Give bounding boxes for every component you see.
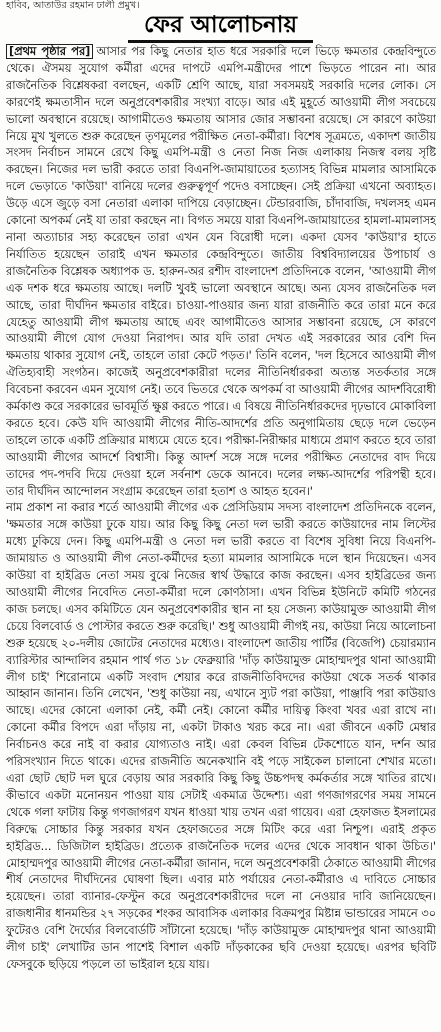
- continuation-tag: [প্রথম পৃষ্ঠার পর]: [6, 44, 93, 59]
- headline-container: [0, 10, 441, 40]
- paragraph-1-text: আসার পর কিছু নেতার হাত ধরে সরকারি দলে ভিড়ে ক্ষমতার কেন্দ্রবিন্দুতে থেকে। ঐসময় সুযোগ কর্মীরা এদের দাপটে এমপি-মন্ত্রীদের পাশে ভিড়তে পারেন না। আর রাজনৈতিক বিশ্লেষকরা বলছেন, একটি শ্রেণি আছে, যারা সবসময়ই সরকারি দলের লোক। সে কারণেই ক্ষমতাসীন দলে অনুপ্রবেশকারীর সংখ্যা বাড়ে। আর এই মুহূর্তে আওয়ামী লীগ সবচেয়ে ভালো অবস্থানে রয়েছে। আগামীতেও ক্ষমতায় আসার জোর সম্ভাবনা রয়েছে। সে কারণে কাউয়া নিয়ে মুখ খুলতে শুরু করেছেন তৃণমূলের পরীক্ষিত নেতা-কর্মীরা। বিশেষ সূত্রমতে, একাদশ জাতীয় সংসদ নির্বাচন সামনে রেখে কিছু এমপি-মন্ত্রী ও নেতা নিজ নিজ এলাকায় নিজস্ব বলয় সৃষ্টি করছেন। নিজের দল ভারী করতে তারা বিএনপি-জামায়াতের হত্যাসহ বিভিন্ন মামলার আসামিকে দলে ভেড়াতে 'কাউয়া' বানিয়ে দলের গুরুত্বপূর্ণ পদেও বসাচ্ছেন। সেই প্রক্রিয়া এখনো অব্যাহত। উড়ে এসে জুড়ে বসা নেতারা এলাকা দাপিয়ে বেড়াচ্ছেন। টেন্ডারবাজি, চাঁদাবাজি, দখলসহ এমন কোনো অপকর্ম নেই যা তারা করছেন না। বিগত সময়ে যারা বিএনপি-জামায়াতের হামলা-মামলাসহ নানা অত্যাচার সহ্য করেছেন তারা এখন যেন বিরোধী দলে। একদা যেসব 'কাউয়া'র হাতে নির্যাতিত হয়েছেন তারাই এখন ক্ষমতার কেন্দ্রবিন্দুতে। জাতীয় বিশ্ববিদ্যালয়ের উপাচার্য ও রাজনৈতিক বিশ্লেষক অধ্যাপক ড. হারুন-অর রশীদ বাংলাদেশ প্রতিদিনকে বলেন, 'আওয়ামী লীগ এক দশক ধরে ক্ষমতায় আছে। দলটি খুবই ভালো অবস্থানে আছে। অন্য যেসব রাজনৈতিক দল আছে, তারা দীর্ঘদিন ক্ষমতার বাইরে। চাওয়া-পাওয়ার জন্য যারা রাজনীতি করে তারা মনে করে যেহেতু আওয়ামী লীগ ক্ষমতায় আছে এবং আগামীতেও আসার সম্ভাবনা রয়েছে, সে কারণে আওয়ামী লীগে যোগ দেওয়া নিরাপদ। আর যদি তারা দেখত এই সরকারের আর বেশি দিন ক্ষমতায় থাকার সুযোগ নেই, তাহলে তারা কেটে পড়ত।' তিনি বলেন, 'দল হিসেবে আওয়ামী লীগ ঐতিহ্যবাহী সংগঠন। কাজেই অনুপ্রবেশকারীরা দলের নীতিনির্ধারকরা অত্যন্ত সতর্কতার সঙ্গে বিবেচনা করবেন এমন সুযোগ নেই। তবে ভিতরে থেকে অপকর্ম বা আওয়ামী লীগের আদর্শবিরোধী কর্মকাণ্ড করে সরকারের ভাবমূর্তি ক্ষুণ্ণ করতে পারে। এ বিষয়ে নীতিনির্ধারকদের দৃঢ়ভাবে মোকাবিলা করতে হবে। কেউ যদি আওয়ামী লীগের নীতি-আদর্শের প্রতি অনুগামিতায় ছেড়ে দলে ভেড়েন তাহলে তাকে একটি প্রক্রিয়ার মাধ্যমে যেতে হবে। পরীক্ষা-নিরীক্ষার মাধ্যমে প্রমাণ করতে হবে তারা আওয়ামী লীগের আদর্শে বিশ্বাসী। কিন্তু আদর্শ সঙ্গে সঙ্গে দলের পরীক্ষিত নেতাদের বাদ দিয়ে তাদের পদ-পদবি দিয়ে দেওয়া হলে সর্বনাশ ডেকে আনবে। দলের লক্ষ্য-আদর্শের পরিপন্থী হবে। তার দীর্ঘদিন আন্দোলন সংগ্রাম করেছেন তারা হতাশ ও আহত হবেন।': [6, 45, 436, 498]
- paragraph-1: [6, 44, 436, 500]
- article-headline: ফের আলোচনায়: [128, 10, 313, 43]
- article-body: [6, 44, 436, 1030]
- byline-fragment: হাবিব, আতাউর রহমান ঢালী প্রমুখ।: [6, 0, 140, 11]
- paragraph-2: নাম প্রকাশ না করার শর্তে আওয়ামী লীগের এক প্রেসিডিয়াম সদস্য বাংলাদেশ প্রতিদিনকে বলেন, 'ক্ষমতার সঙ্গে কাউয়া ঢুকে যায়। আর কিছু কিছু নেতা দল ভারী করতে কাউয়াদের নাম লিস্টের মধ্যে ঢুকিয়ে দেন। কিছু এমপি-মন্ত্রী ও নেতা দল ভারী করতে বা বিশেষ সুবিধা নিয়ে বিএনপি-জামায়াত ও আওয়ামী লীগ নেতা-কর্মীদের হত্যা মামলার আসামিকে দলে স্থান দিয়েছেন। এসব কাউয়া বা হাইব্রিড নেতা সময় বুঝে নিজের স্বার্থ উদ্ধারে কাজ করছেন। এসব হাইব্রিডের জন্য আওয়ামী লীগের নিবেদিত নেতা-কর্মীরা দলে কোণঠাসা। এখন বিভিন্ন ইউনিটে কমিটি গঠনের কাজ চলছে। এসব কমিটিতে যেন অনুপ্রবেশকারীর স্থান না হয় সেজন্য কাউয়ামুক্ত আওয়ামী লীগ চেয়ে বিলবোর্ড ও পোস্টার করতে শুরু করেছি।' শুধু আওয়ামী লীগই নয়, কাউয়া নিয়ে আলোচনা শুরু হয়েছে ২০-দলীয় জোটের নেতাদের মধ্যেও। বাংলাদেশ জাতীয় পার্টির (বিজেপি) চেয়ারম্যান ব্যারিস্টার আন্দালিব রহমান পার্থ গত ১৮ ফেব্রুয়ারি 'দাঁড় কাউয়ামুক্ত মোহাম্মদপুর থানা আওয়ামী লীগ চাই' শিরোনামে একটি সংবাদ শেয়ার করে রাজনীতিবিদদের কাউয়া থেকে সতর্ক থাকার আহ্বান জানান। তিনি লেখেন, 'শুধু কাউয়া নয়, এখানে স্যুট পরা কাউয়া, পাঞ্জাবি পরা কাউয়াও আছে। এদের কোনো এলাকা নেই, কর্মী নেই। কোনো কর্মীর দায়িত্ব কিংবা খবর এরা রাখে না। কোনো কর্মীর বিপদে এরা দাঁড়ায় না, একটা টাকাও খরচ করে না। এরা জীবনে একটি মেম্বার নির্বাচনও করে নাই বা করার যোগ্যতাও নাই। এরা কেবল বিভিন্ন টেকশোতে যান, দর্শন আর পরিসংখ্যান দিতে থাকে। এদের রাজনীতি অনেকখানি বই পড়ে সাইকেল চালানো শেখার মতো। এরা ছোট ছোট দল ঘুরে বেড়ায় আর সরকারি কিছু কিছু উচ্চপদস্থ কর্মকর্তার সঙ্গে খাতির রাখে। কীভাবে একটা মনোনয়ন পাওয়া যায় সেটাই একমাত্র উদ্দেশ্য। এরা গণজাগরণের সময় সামনে থেকে গলা ফাটায় কিন্তু গণজাগরণ যখন ধাওয়া খায় তখন এরা গায়েব। এরা হেফাজত ইসলামের বিরুদ্ধে সোচ্চার কিন্তু সরকার যখন হেফাজতের সঙ্গে মিটিং করে এরা নিশ্চুপ। এরাই প্রকৃত হাইব্রিড... ডিজিটাল হাইব্রিড। প্রত্যেক রাজনৈতিক দলের এদের থেকে সাবধান থাকা উচিত।' মোহাম্মদপুর আওয়ামী লীগের নেতা-কর্মীরা জানান, দলে অনুপ্রবেশকারী ঠেকাতে আওয়ামী লীগের শীর্ষ নেতাদের দীর্ঘদিনের ঘোষণা ছিল। এবার মাঠ পর্যায়ের নেতা-কর্মীরাও এ দাবিতে সোচ্চার হয়েছেন। তারা ব্যানার-ফেস্টুন করে অনুপ্রবেশকারীদের দলে না নেওয়ার দাবি জানিয়েছেন। রাজধানীর ধানমন্ডির ২৭ সড়কের শংকর আবাসিক এলাকার বিক্রমপুর মিষ্টান্ন ভান্ডারের সামনে ৩০ ফুটেরও বেশি দৈর্ঘ্যের বিলবোর্ডটি সাঁটানো হয়েছে। 'দাঁড় কাউয়ামুক্ত মোহাম্মদপুর থানা আওয়ামী লীগ চাই' লেখাটির ডান পাশেই বিশাল একটি দাঁড়কাকের ছবি দেওয়া হয়েছে। এরপর ছবিটি ফেসবুকে ছড়িয়ে পড়লে তা ভাইরাল হয়ে যায়।: [6, 501, 436, 971]
